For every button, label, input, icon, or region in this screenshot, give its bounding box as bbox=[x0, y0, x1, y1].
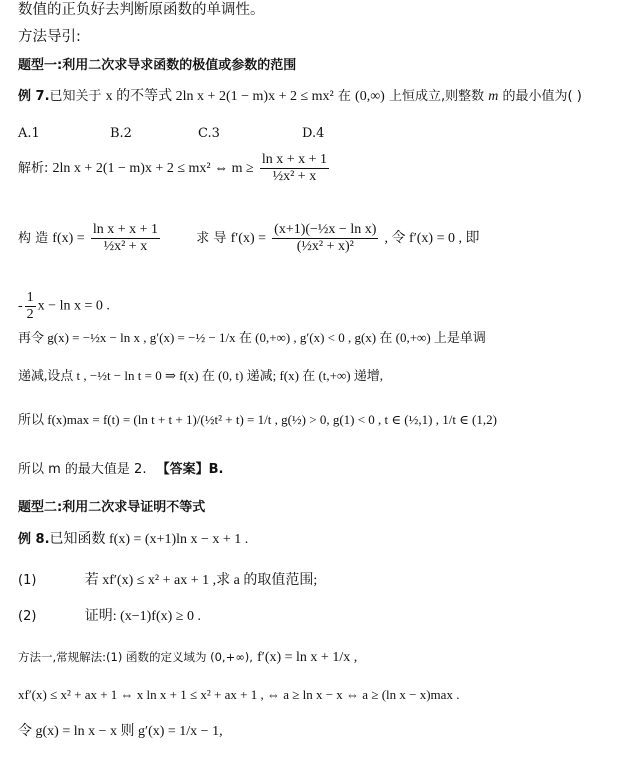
intro-line: 数值的正负好去判断原函数的单调性。 bbox=[18, 2, 265, 18]
part1-text: 若 xf′(x) ≤ x² + ax + 1 ,求 a 的取值范围; bbox=[84, 573, 318, 588]
deriv-f: f′(x) = bbox=[230, 231, 267, 246]
method-text: 方法一,常规解法:(1) 函数的定义域为 (0,+∞), bbox=[18, 650, 253, 664]
construct-line bbox=[18, 222, 479, 255]
deriv-denominator: (½x² + x)² bbox=[296, 239, 354, 254]
g-line bbox=[18, 330, 486, 347]
guide-title: 方法导引: bbox=[18, 29, 81, 45]
option-a: A.1 bbox=[18, 126, 40, 141]
g0-text: x − ln x = 0 . bbox=[37, 298, 110, 314]
solution-numerator: ln x + x + 1 bbox=[261, 152, 327, 167]
solution-line bbox=[18, 152, 331, 185]
t-line: 递减,设点 t , −½t − ln t = 0 ⇒ f(x) 在 (0, t) 递减; f(x) 在 (t,+∞) 递增, bbox=[18, 368, 384, 383]
example7-label: 例 7. bbox=[18, 89, 50, 104]
type2-title: 题型二:利用二次求导证明不等式 bbox=[18, 500, 206, 515]
example7-text-a: 已知关于 bbox=[49, 89, 102, 104]
example7 bbox=[18, 89, 582, 105]
example7-text-d: 上恒成立,则整数 bbox=[388, 89, 485, 104]
method-line bbox=[18, 649, 357, 666]
construct-f: f(x) = bbox=[52, 231, 85, 246]
deriv-fraction bbox=[272, 222, 378, 255]
solution-eq: 2ln x + 2(1 − m)x + 2 ≤ mx² ⇔ m ≥ bbox=[52, 161, 254, 176]
max-line bbox=[18, 412, 497, 429]
construct-fraction bbox=[91, 222, 160, 255]
example8 bbox=[18, 532, 248, 548]
construct-denominator: ½x² + x bbox=[103, 239, 148, 254]
part2-line bbox=[18, 609, 201, 625]
conclusion-line bbox=[18, 462, 223, 478]
example7-var: m bbox=[488, 89, 499, 104]
option-c: C.3 bbox=[198, 126, 220, 141]
solution-fraction bbox=[260, 152, 329, 185]
part2-num: (2) bbox=[18, 609, 37, 624]
solution-label: 解析: bbox=[18, 161, 49, 176]
example8-label: 例 8. bbox=[18, 532, 50, 547]
conclusion-text: 所以 m 的最大值是 2. bbox=[18, 462, 147, 477]
deriv-label: 求 导 bbox=[196, 231, 227, 246]
answer-text: 【答案】B. bbox=[156, 462, 224, 477]
example7-text-e: 的最小值为( ) bbox=[502, 89, 582, 104]
method-derivative: f′(x) = ln x + 1/x , bbox=[257, 650, 358, 665]
example7-interval: (0,∞) bbox=[355, 89, 385, 104]
deriv-tail: , 令 f′(x) = 0 , 即 bbox=[384, 231, 480, 246]
part2-text: 证明: (x−1)f(x) ≥ 0 . bbox=[84, 609, 201, 624]
example7-text-c: 在 bbox=[337, 89, 351, 104]
g0-minus: - bbox=[18, 298, 23, 314]
last-line: 令 g(x) = ln x − x 则 g′(x) = 1/x − 1, bbox=[18, 724, 223, 739]
g0-line: - $\frac{1}{2}$ x − ln x = 0 . bbox=[18, 290, 110, 322]
g-line-label: 再令 bbox=[18, 331, 45, 346]
type1-title: 题型一:利用二次求导求函数的极值或参数的范围 bbox=[18, 58, 297, 73]
inequality-line: xf′(x) ≤ x² + ax + 1 ⇔ x ln x + 1 ≤ x² + ax + 1 , ⇔ a ≥ ln x − x ⇔ a ≥ (ln x − x)max . bbox=[18, 687, 460, 702]
option-b: B.2 bbox=[110, 126, 132, 141]
construct-numerator: ln x + x + 1 bbox=[92, 222, 158, 237]
part1-num: (1) bbox=[18, 573, 37, 588]
max-text: f(x)max = f(t) = (ln t + t + 1)/(½t² + t) = 1/t , g(½) > 0, g(1) < 0 , t ∈ (½,1) , 1/t ∈ (1,2) bbox=[47, 412, 497, 427]
max-label: 所以 bbox=[18, 413, 45, 428]
construct-label: 构 造 bbox=[18, 231, 49, 246]
g-line-text: g(x) = −½x − ln x , g′(x) = −½ − 1/x 在 (0,+∞) , g′(x) < 0 , g(x) 在 (0,+∞) 上是单调 bbox=[47, 330, 486, 345]
part1-line bbox=[18, 573, 317, 589]
solution-denominator: ½x² + x bbox=[272, 169, 317, 184]
example8-text: 已知函数 f(x) = (x+1)ln x − x + 1 . bbox=[49, 532, 249, 547]
option-d: D.4 bbox=[302, 126, 325, 141]
deriv-numerator: (x+1)(−½x − ln x) bbox=[274, 222, 377, 237]
example7-inequality: x 的不等式 2ln x + 2(1 − m)x + 2 ≤ mx² bbox=[105, 89, 334, 104]
